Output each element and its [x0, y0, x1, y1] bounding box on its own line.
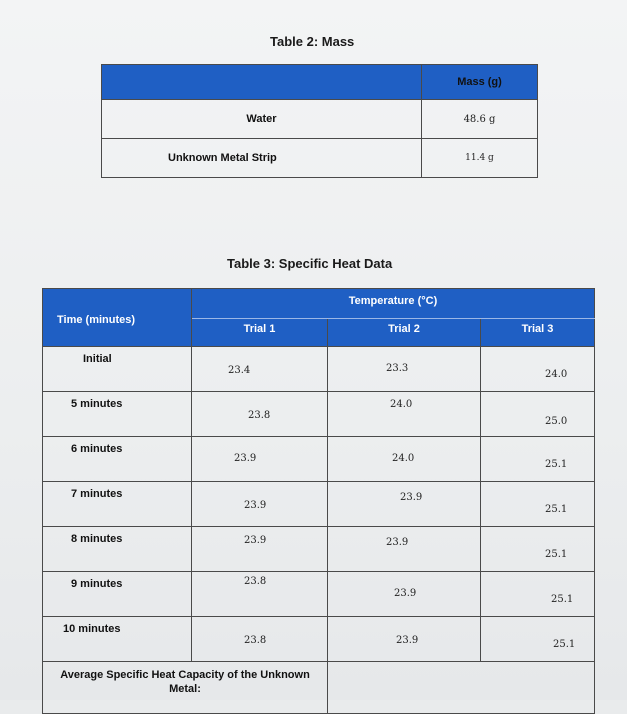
- temperature-header: Temperature (°C): [192, 289, 595, 319]
- table-row: [43, 617, 595, 662]
- table-row: [102, 100, 538, 139]
- mass-row-value: 11.4 g: [422, 139, 538, 178]
- mass-row-value: 48.6 g: [422, 100, 538, 139]
- trial-2-value: 23.9: [328, 572, 481, 617]
- trial-2-value: 23.3: [328, 347, 481, 392]
- table2-title: Table 2: Mass: [270, 34, 355, 49]
- table-row: [43, 437, 595, 482]
- mass-header-blank: [102, 65, 422, 100]
- time-label: 10 minutes: [43, 617, 192, 662]
- trial-1-value: 23.9: [192, 437, 328, 482]
- trial-1-value: 23.8: [192, 617, 328, 662]
- average-specific-heat-value: [328, 662, 595, 714]
- time-label: 7 minutes: [43, 482, 192, 527]
- table-row: [43, 527, 595, 572]
- time-label: 6 minutes: [43, 437, 192, 482]
- mass-header-label: Mass (g): [422, 65, 538, 100]
- table-row: [102, 139, 538, 178]
- trial-3-value: 25.1: [481, 527, 595, 572]
- table3-title: Table 3: Specific Heat Data: [227, 256, 393, 271]
- table-row: [43, 347, 595, 392]
- specific-heat-table: [42, 288, 595, 714]
- trial-3-value: 25.1: [481, 617, 595, 662]
- trial-2-value: 24.0: [328, 437, 481, 482]
- trial-2-value: 23.9: [328, 617, 481, 662]
- table-row: [43, 662, 595, 714]
- time-label: 8 minutes: [43, 527, 192, 572]
- trial-2-header: Trial 2: [328, 319, 481, 347]
- trial-1-value: 23.8: [192, 392, 328, 437]
- table-row: [43, 572, 595, 617]
- mass-table: [101, 64, 538, 178]
- mass-row-label: Water: [102, 100, 422, 139]
- trial-1-value: 23.9: [192, 527, 328, 572]
- trial-3-header: Trial 3: [481, 319, 595, 347]
- trial-2-value: 23.9: [328, 482, 481, 527]
- trial-3-value: 24.0: [481, 347, 595, 392]
- time-label: 9 minutes: [43, 572, 192, 617]
- trial-1-header: Trial 1: [192, 319, 328, 347]
- trial-3-value: 25.1: [481, 572, 595, 617]
- trial-2-value: 23.9: [328, 527, 481, 572]
- trial-3-value: 25.0: [481, 392, 595, 437]
- mass-table-header: [102, 65, 538, 100]
- trial-2-value: 24.0: [328, 392, 481, 437]
- time-label: Initial: [43, 347, 192, 392]
- trial-3-value: 25.1: [481, 482, 595, 527]
- table-row: [43, 392, 595, 437]
- trial-3-value: 25.1: [481, 437, 595, 482]
- trial-1-value: 23.9: [192, 482, 328, 527]
- average-specific-heat-label: Average Specific Heat Capacity of the Unknown Metal:: [43, 662, 328, 714]
- mass-row-label: Unknown Metal Strip: [102, 139, 422, 178]
- table-row: [43, 482, 595, 527]
- heat-table-header-top: [43, 289, 595, 319]
- time-header: Time (minutes): [43, 289, 192, 347]
- trial-1-value: 23.8: [192, 572, 328, 617]
- trial-1-value: 23.4: [192, 347, 328, 392]
- time-label: 5 minutes: [43, 392, 192, 437]
